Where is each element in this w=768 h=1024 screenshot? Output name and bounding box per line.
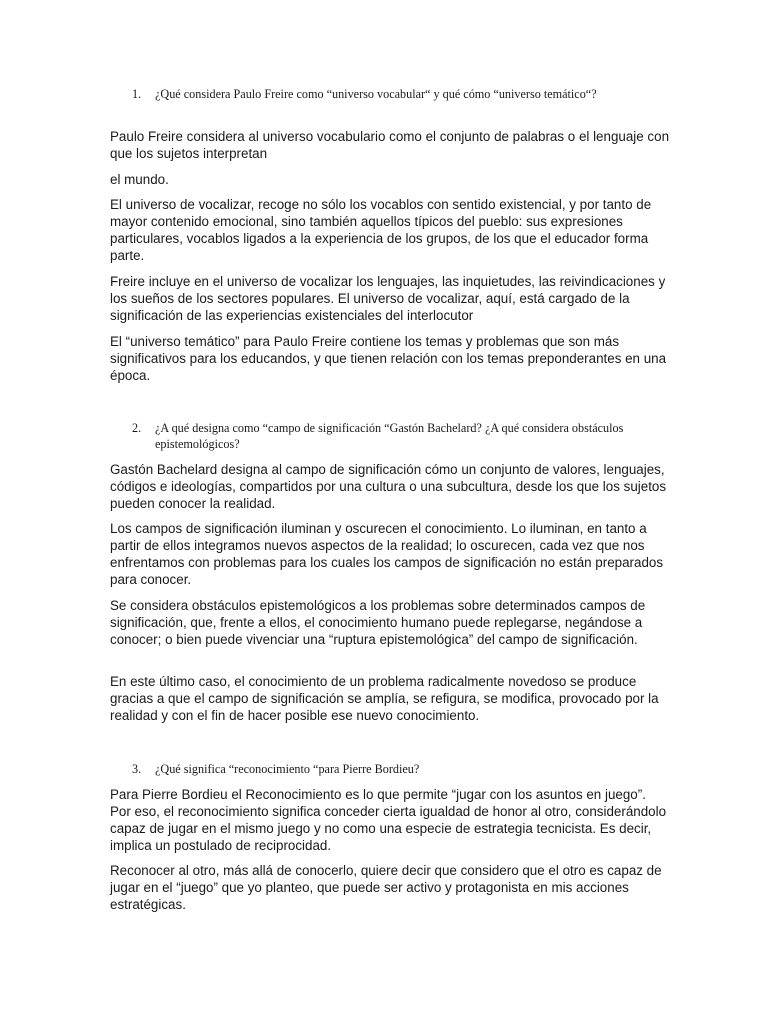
paragraph: Paulo Freire considera al universo vocabulario como el conjunto de palabras o el lenguaje con que los sujetos interpretan	[110, 129, 670, 161]
paragraph: el mundo.	[110, 172, 169, 187]
question-text: ¿Qué significa “reconocimiento “para Pierre Bordieu?	[155, 762, 420, 776]
paragraph: Para Pierre Bordieu el Reconocimiento es lo que permite “jugar con los asuntos en juego”. Por eso, el reconocimiento significa conceder cierta igualdad de honor al otro, considerándolo capaz de jugar en el mismo juego y no como una especie de estrategia tecnicista. Es decir, implica un postulado de reciprocidad.	[110, 787, 667, 853]
question-number: 3.	[132, 762, 142, 776]
question-number: 2.	[132, 421, 142, 435]
paragraph: Se considera obstáculos epistemológicos a los problemas sobre determinados campos de significación, que, frente a ellos, el conocimiento humano puede replegarse, negándose a conocer; o bien puede vivenciar una “ruptura epistemológica” del campo de significación.	[110, 598, 646, 647]
paragraph: En este último caso, el conocimiento de un problema radicalmente novedoso se produce gracias a que el campo de significación se amplía, se refigura, se modifica, provocado por la realidad y con el fin de hacer posible ese nuevo conocimiento.	[110, 674, 659, 723]
paragraph: El “universo temático” para Paulo Freire contiene los temas y problemas que son más significativos para los educandos, y que tienen relación con los temas preponderantes en una época.	[110, 334, 667, 383]
paragraph: El universo de vocalizar, recoge no sólo los vocablos con sentido existencial, y por tanto de mayor contenido emocional, sino también aquellos típicos del pueblo: sus expresiones particulares, vocablos ligados a la experiencia de los grupos, de los que el educador forma parte.	[110, 197, 652, 263]
paragraph: Los campos de significación iluminan y oscurecen el conocimiento. Lo iluminan, en tanto a partir de ellos integramos nuevos aspectos de la realidad; lo oscurecen, cada vez que nos enfrentamos con problemas para los cuales los campos de significación no están preparados para conocer.	[110, 521, 664, 587]
question-text: ¿A qué designa como “campo de significación “Gastón Bachelard? ¿A qué considera obstáculos epistemológicos?	[155, 421, 624, 451]
paragraph: Freire incluye en el universo de vocalizar los lenguajes, las inquietudes, las reivindicaciones y los sueños de los sectores populares. El universo de vocalizar, aquí, está cargado de la significación de las experiencias existenciales del interlocutor	[110, 274, 666, 323]
paragraph: Gastón Bachelard designa al campo de significación cómo un conjunto de valores, lenguajes, códigos e ideologías, compartidos por una cultura o una subcultura, desde los que los sujetos pueden conocer la realidad.	[110, 462, 667, 511]
question-number: 1.	[132, 87, 142, 101]
question-text: ¿Qué considera Paulo Freire como “universo vocabular“ y qué cómo “universo temático“?	[155, 87, 597, 101]
paragraph: Reconocer al otro, más allá de conocerlo, quiere decir que considero que el otro es capaz de jugar en el “juego” que yo planteo, que puede ser activo y protagonista en mis acciones estratégicas.	[110, 863, 662, 912]
